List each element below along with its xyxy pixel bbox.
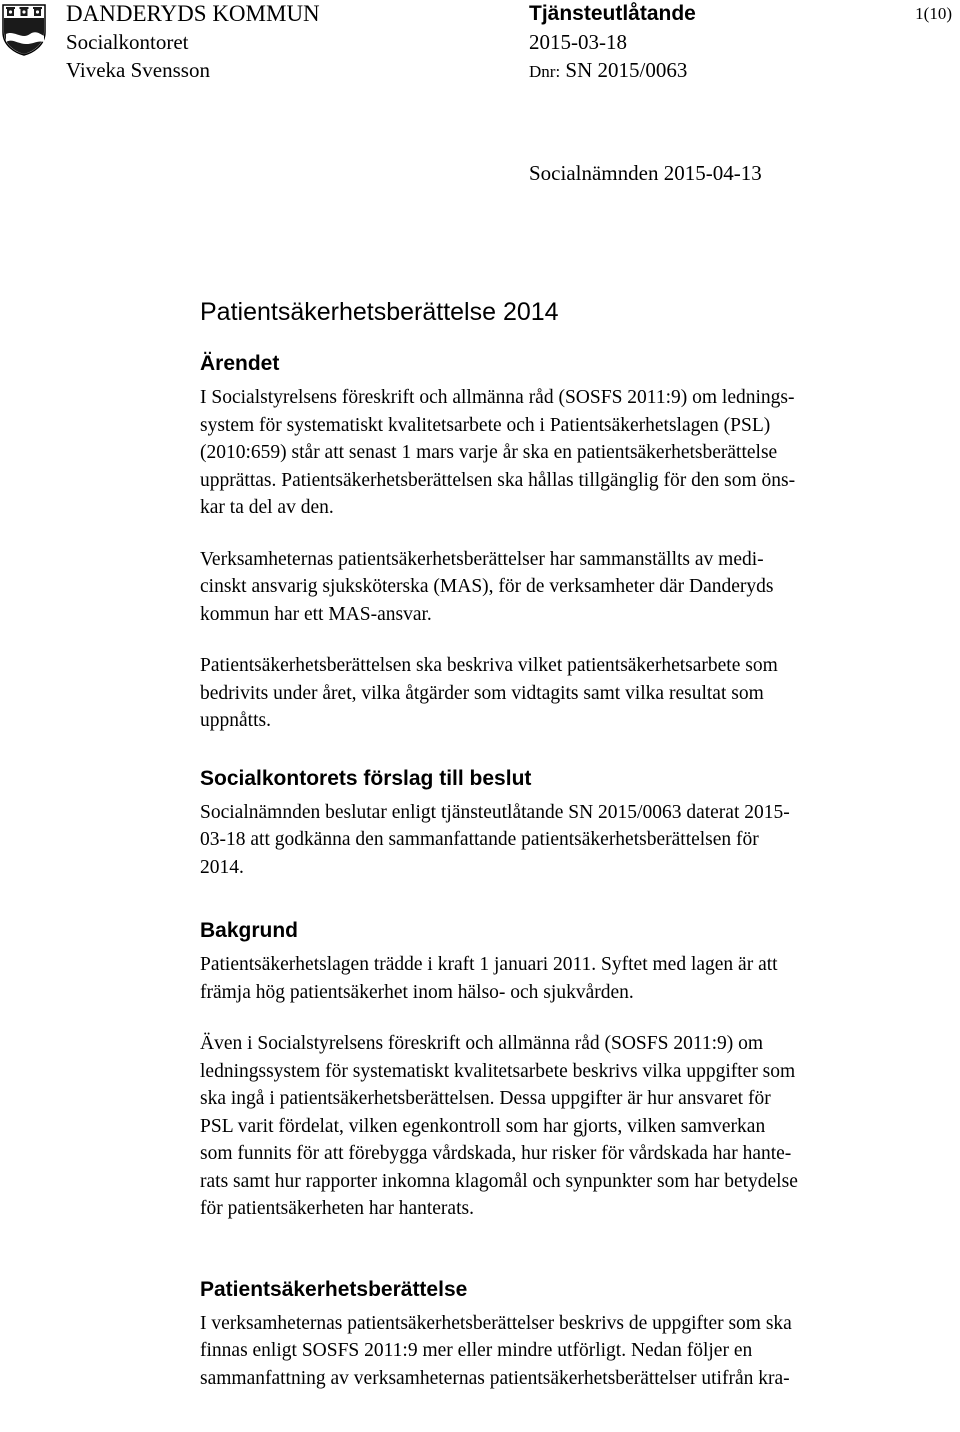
document-body — [200, 296, 935, 1392]
page-number: 1(10) — [915, 4, 952, 23]
diary-number-value: SN 2015/0063 — [565, 58, 688, 82]
paragraph: Patientsäkerhetslagen trädde i kraft 1 januari 2011. Syftet med lagen är att främja hög patientsäkerhet inom hälso- och sjukvården. — [200, 954, 778, 1003]
section-heading-bakgrund: Bakgrund — [200, 919, 299, 942]
shield-icon — [2, 4, 46, 56]
paragraph: Verksamheternas patientsäkerhetsberättelser har sammanställts av medi- cinskt ansvarig sjuksköterska (MAS), för de verksamheter där Danderyds kommun har ett MAS-ansvar. — [200, 548, 774, 625]
author-name: Viveka Svensson — [66, 58, 210, 82]
document-type: Tjänsteutlåtande — [529, 2, 696, 25]
document-date: 2015-03-18 — [529, 30, 627, 54]
section-heading-forslag-till-beslut: Socialkontorets förslag till beslut — [200, 766, 532, 790]
paragraph: Socialnämnden beslutar enligt tjänsteutlåtande SN 2015/0063 daterat 2015- 03-18 att godkänna den sammanfattande patientsäkerhetsberättelsen för 2014. — [200, 801, 790, 878]
meeting-reference: Socialnämnden 2015-04-13 — [529, 161, 762, 185]
section-heading-patientsakerhetsberattelse: Patientsäkerhetsberättelse — [200, 1277, 468, 1301]
diary-number-label: Dnr: — [529, 62, 561, 81]
paragraph: I Socialstyrelsens föreskrift och allmänna råd (SOSFS 2011:9) om lednings- system för systematiskt kvalitetsarbete och i Patientsäkerhetslagen (PSL) (2010:659) står att senast 1 mars varje år ska en patientsäkerhetsberättelse upprättas. Patientsäkerhetsberättelsen ska hållas tillgänglig för den som öns- kar ta del av den. — [200, 387, 796, 518]
organization-name: DANDERYDS KOMMUN — [66, 1, 320, 26]
diary-number — [529, 56, 696, 86]
organization-block — [66, 0, 320, 84]
paragraph: Även i Socialstyrelsens föreskrift och allmänna råd (SOSFS 2011:9) om ledningssystem för systematiskt kvalitetsarbete beskrivs vilka uppgifter som ska ingå i patientsäkerhetsberättelsen. Dessa uppgifter är hur ansvaret för PSL varit fördelat, vilken egenkontroll som har gjorts, vilken samverkan som funnits för att förebygga vårdskada, hur risker för vårdskada har hante- rats samt hur rapporter inkomna klagomål och synpunkter som har betydelse för patientsäkerheten har hanterats. — [200, 1033, 798, 1219]
paragraph: Patientsäkerhetsberättelsen ska beskriva vilket patientsäkerhetsarbete som bedrivits under året, vilka åtgärder som vidtagits samt vilka resultat som uppnåtts. — [200, 655, 778, 731]
section-heading-arendet: Ärendet — [200, 352, 280, 375]
document-title: Patientsäkerhetsberättelse 2014 — [200, 298, 559, 326]
document-meta-block — [529, 0, 696, 86]
department-name: Socialkontoret — [66, 30, 189, 54]
paragraph: I verksamheternas patientsäkerhetsberättelser beskrivs de uppgifter som ska finnas enligt SOSFS 2011:9 mer eller mindre utförligt. Nedan följer en sammanfattning av verksamheternas patientsäkerhetsberättelser utifrån kra- — [200, 1312, 792, 1389]
coat-of-arms-logo-icon — [2, 4, 46, 56]
